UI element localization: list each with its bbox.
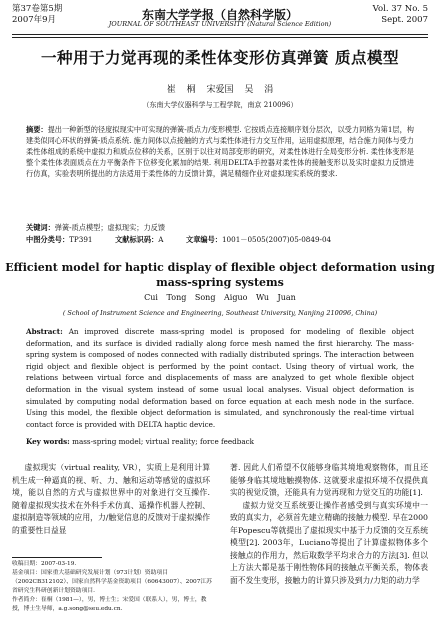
volume-cn: 第37卷第5期 [12, 4, 63, 14]
volume-en: Vol. 37 No. 5 [372, 4, 428, 14]
affiliation-cn: （东南大学仪器科学与工程学院，南京 210096） [142, 101, 298, 109]
authors-cn: 崔 桐 宋爱国 吴 涓 [166, 85, 274, 95]
footnote-author: 作者简介：崔桐（1981—），男，博士生；宋爱国（联系人），男，博士，教授，博士生导师，a.g.song@seu.edu.cn. [12, 597, 207, 612]
journal-name-cn: 东南大学学报（自然科学版） [141, 8, 298, 22]
body-paragraph: 虚拟力觉交互系统要让操作者感受到与真实环境中一致的真实力，必须首先建立精确的接触力模型. 早在2000年Popescu等就提出了虚拟现实中基于力反馈的交互系统模型[2]. 2003年，Luciano等提出了计算虚拟物体多个接触点的作用力，然后取数学平均求合力的方法[3]. 但以上方法大都是基于刚性物体间的接触点平衡关系，物体表面不发生变形，接触力的计算只涉及到力/力矩的动力学 [230, 500, 428, 585]
keywords-en-label: Key words: [26, 437, 70, 446]
header-rule-thin [12, 37, 428, 38]
footnotes [12, 560, 212, 614]
classification-label: 中图分类号： [26, 235, 70, 244]
date-cn: 2007年9月 [12, 15, 57, 25]
abstract-cn-text: 提出一种新型的径度拟现实中可实现的弹簧-质点力/变形模型. 它按质点连接顺序划分层次，以受力同格为第1层，构建类似同心环状的弹簧-质点系统. 施力间体以点接触的方式与柔性体进行力交互作用，运用虚拟原理，结合施力间体与受力柔性体组成的系统中虚拟力和质点位移的关系，区别于以往对局部变形的研究，对柔性体进行全局变形分析. 柔性体变形是整个柔性体表面质点在力平衡条件下位移变化累加的结果. 利用DELTA手控器对柔性体的接触变形以及实时虚拟力反馈进行仿真，实验表明所提出的方法适用于柔性体的力反馈计算，满足精细作业对虚拟现实系统的要求. [26, 125, 414, 178]
article-no: 1001－0505(2007)05-0849-04 [221, 235, 332, 244]
authors-en: Cui Tong Song Aiguo Wu Juan [144, 293, 296, 302]
keywords-cn-label: 关键词： [26, 223, 55, 232]
footnote-rule [12, 557, 102, 558]
abstract-en-text: An improved discrete mass-spring model is proposed for modeling of flexible object deformation, and its surface is divided radially along force mesh named the first hierarchy. The mass-spring system is composed of nodes connected with radially distributed springs. The interaction between rigid object and flexible object is performed by the point contact. Using theory of virtual work, the relations between virtual force and displacements of mass are analyzed to get whole flexible object deformation in the visual system instead of some usual local analyses. Visual object deformation is simulated by computing nodal deformation based on force equation at each mesh node in the surface. Using this model, the flexible object deformation is simulated, and synchronously the real-time virtual contact force is provided with DELTA haptic device. [26, 327, 414, 429]
abstract-cn-label: 摘要： [26, 125, 48, 134]
paper-title-en: Efficient model for haptic display of flexible object deformation using mass-spring systems [5, 261, 435, 289]
classification-code: TP391 [69, 235, 93, 244]
keywords-cn [26, 222, 414, 233]
body-paragraph: 著. 因此人们希望不仅能够身临其境地观察物体，而且还能够身临其境地触摸物体. 这就要求虚拟环境不仅提供真实的视觉反馈，还能具有力觉再现和力觉交互的功能[1]. [230, 463, 428, 497]
paper-title-cn: 一种用于力觉再现的柔性体变形仿真弹簧 质点模型 [41, 49, 399, 67]
body-column-right [230, 462, 428, 587]
body-paragraph: 虚拟现实（virtual reality, VR），实质上是利用计算机生成一种逼真的视、听、力、触和运动等感觉的虚拟环境，能以自然的方式与虚拟世界中的对象进行交互操作. 随着虚拟现实技术在外科手术仿真、遥操作机器人控制、虚拟制造等领域的应用，力/触觉信息的反馈对于虚拟操作的重要性日益显 [12, 463, 210, 535]
header-rule [12, 34, 428, 35]
journal-name-en: JOURNAL OF SOUTHEAST UNIVERSITY (Natural Science Edition) [108, 20, 332, 28]
abstract-cn [26, 124, 414, 179]
doc-code-label: 文献标识码： [115, 235, 159, 244]
footnote-funding: 基金项目：国家重大基础研究发展计划（973计划）资助项目（2002CB312102）、国家自然科学基金资助项目（60643007）、2007江苏省研究生科研创新计划资助项目. [12, 570, 212, 594]
date-en: Sept. 2007 [381, 15, 428, 25]
keywords-en-text: mass-spring model; virtual reality; force feedback [72, 437, 255, 446]
abstract-en [26, 326, 414, 430]
footnote-received: 收稿日期：2007-03-19. [12, 561, 77, 567]
keywords-cn-text: 弹簧-质点模型；虚拟现实；力反馈 [54, 223, 166, 232]
body-column-left [12, 462, 210, 537]
affiliation-en: ( School of Instrument Science and Engineering, Southeast University, Nanjing 210096, China) [62, 309, 378, 317]
journal-header [0, 4, 440, 32]
keywords-en [26, 436, 414, 447]
doc-code: A [158, 235, 164, 244]
article-no-label: 文章编号： [186, 235, 222, 244]
abstract-en-label: Abstract: [26, 327, 63, 336]
classification-line [26, 234, 414, 245]
